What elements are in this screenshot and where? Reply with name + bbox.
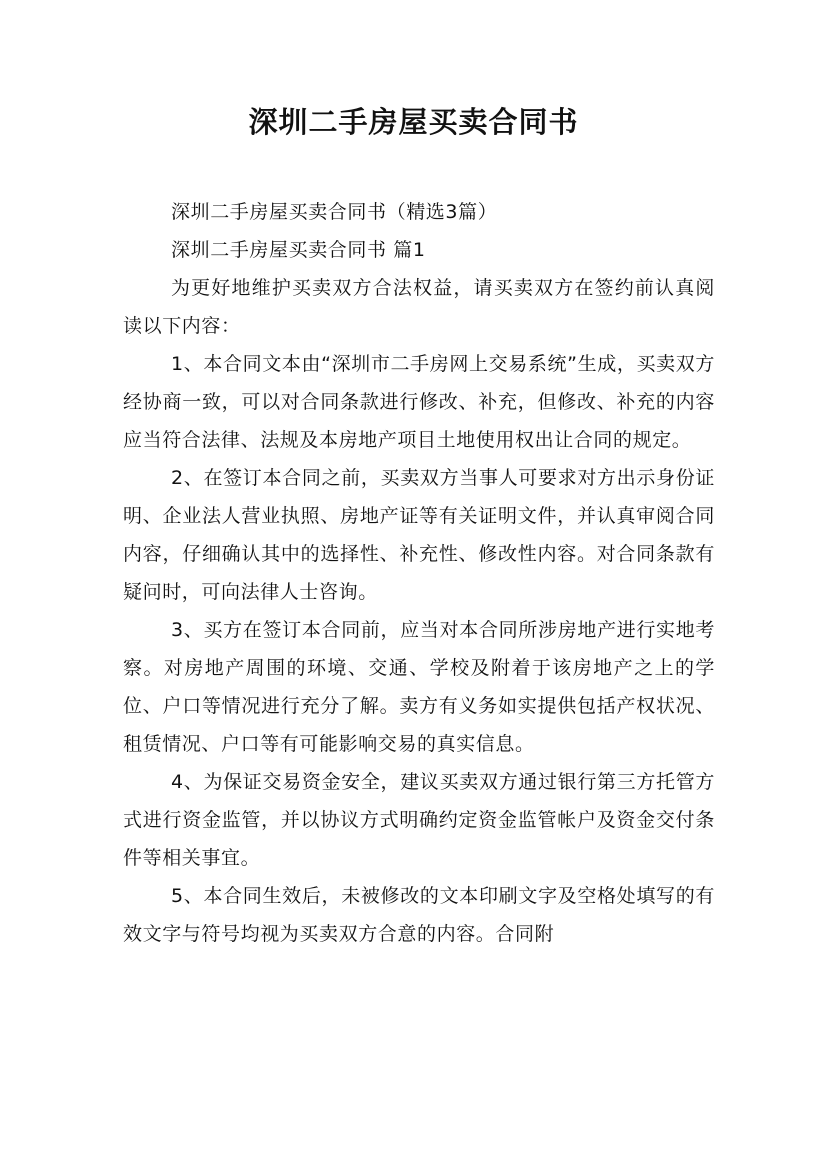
clause-4-paragraph: 4、为保证交易资金安全，建议买卖双方通过银行第三方托管方式进行资金监管，并以协议方式明确约定资金监管帐户及资金交付条件等相关事宜。 [123, 771, 715, 869]
clause-1-paragraph: 1、本合同文本由“深圳市二手房网上交易系统”生成，买卖双方经协商一致，可以对合同条款进行修改、补充，但修改、补充的内容应当符合法律、法规及本房地产项目土地使用权出让合同的规定。 [123, 353, 715, 451]
clause-5-paragraph: 5、本合同生效后，未被修改的文本印刷文字及空格处填写的有效文字与符号均视为买卖双方合意的内容。合同附 [123, 885, 715, 945]
clause-3-paragraph: 3、买方在签订本合同前，应当对本合同所涉房地产进行实地考察。对房地产周围的环境、交通、学校及附着于该房地产之上的学位、户口等情况进行充分了解。卖方有义务如实提供包括产权状况、租赁情况、户口等有可能影响交易的真实信息。 [123, 619, 715, 755]
document-body [123, 193, 715, 953]
clause-2-paragraph: 2、在签订本合同之前，买卖双方当事人可要求对方出示身份证明、企业法人营业执照、房地产证等有关证明文件，并认真审阅合同内容，仔细确认其中的选择性、补充性、修改性内容。对合同条款有疑问时，可向法律人士咨询。 [123, 467, 715, 603]
subtitle-paragraph: 深圳二手房屋买卖合同书（精选3篇） [171, 201, 498, 223]
section-heading-paragraph: 深圳二手房屋买卖合同书 篇1 [171, 239, 426, 261]
document-title: 深圳二手房屋买卖合同书 [248, 105, 579, 139]
intro-paragraph: 为更好地维护买卖双方合法权益，请买卖双方在签约前认真阅读以下内容： [123, 277, 715, 337]
